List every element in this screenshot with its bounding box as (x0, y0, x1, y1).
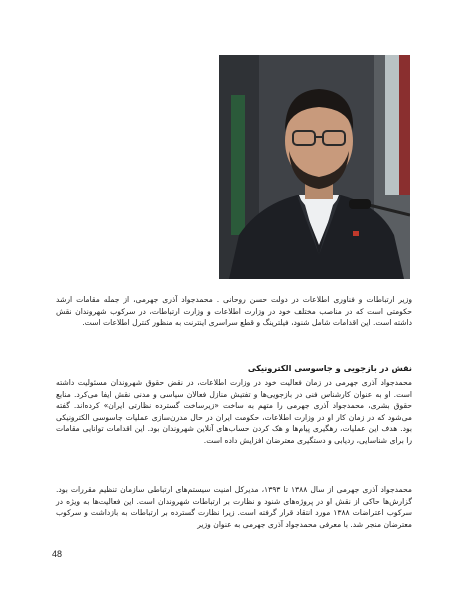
section-heading: نقش در بازجویی و جاسوسی الکترونیکی (247, 363, 412, 373)
paragraph-text: وزیر ارتباطات و فناوری اطلاعات در دولت حسن روحانی . محمدجواد آذری جهرمی، از جمله مقامات ارشد حکومتی است که در مناصب مختلف خود در وزارت اطلاعات و وزارت ارتباطات، در سرکوب شهروندان نقش داشته است. این اقدامات شامل شنود، فیلترینگ و قطع سراسری اینترنت به منظور کنترل اطلاعات است. (56, 295, 412, 328)
page-number: 48 (52, 549, 63, 559)
portrait-illustration (219, 55, 410, 279)
intro-paragraph (56, 294, 412, 329)
portrait-photo (219, 55, 410, 279)
body-paragraph (56, 377, 412, 447)
body-paragraph (56, 484, 412, 530)
paragraph-text: محمدجواد آذری جهرمی از سال ۱۳۸۸ تا ۱۳۹۳، مدیرکل امنیت سیستم‌های ارتباطی سازمان تنظیم مقررات بود. گزارش‌ها حاکی از نقش او در پروژه‌های شنود و نظارت بر ارتباطات شهروندان است. این فعالیت‌ها به ویژه در سرکوب اعتراضات ۱۳۸۸ مورد انتقاد قرار گرفته است. زیرا نظارت گسترده بر ارتباطات به بازداشت و سرکوب معترضان منجر شد. با معرفی محمدجواد آذری جهرمی به عنوان وزیر (56, 485, 412, 529)
paragraph-text: محمدجواد آذری جهرمی در زمان فعالیت خود در وزارت اطلاعات، در نقض حقوق شهروندان مسئولیت داشته است. او به عنوان کارشناس فنی در بازجویی‌ها و تفتیش منازل فعالان سیاسی و مدنی نقش ایفا می‌کرد. منابع حقوق بشری، محمدجواد آذری جهرمی را متهم به ساخت «زیرساخت گسترده نظارتی ایران» کرده‌اند. گفته می‌شود که در زمان کار او در وزارت اطلاعات، حکومت ایران در حال مدرن‌سازی عملیات جاسوسی الکترونیکی بود. هدف این عملیات، رهگیری پیام‌ها و هک کردن حساب‌های آنلاین شهروندان بود. این اقدامات توانایی مقامات را برای شناسایی، ردیابی و دستگیری معترضان افزایش داده است. (56, 378, 412, 445)
